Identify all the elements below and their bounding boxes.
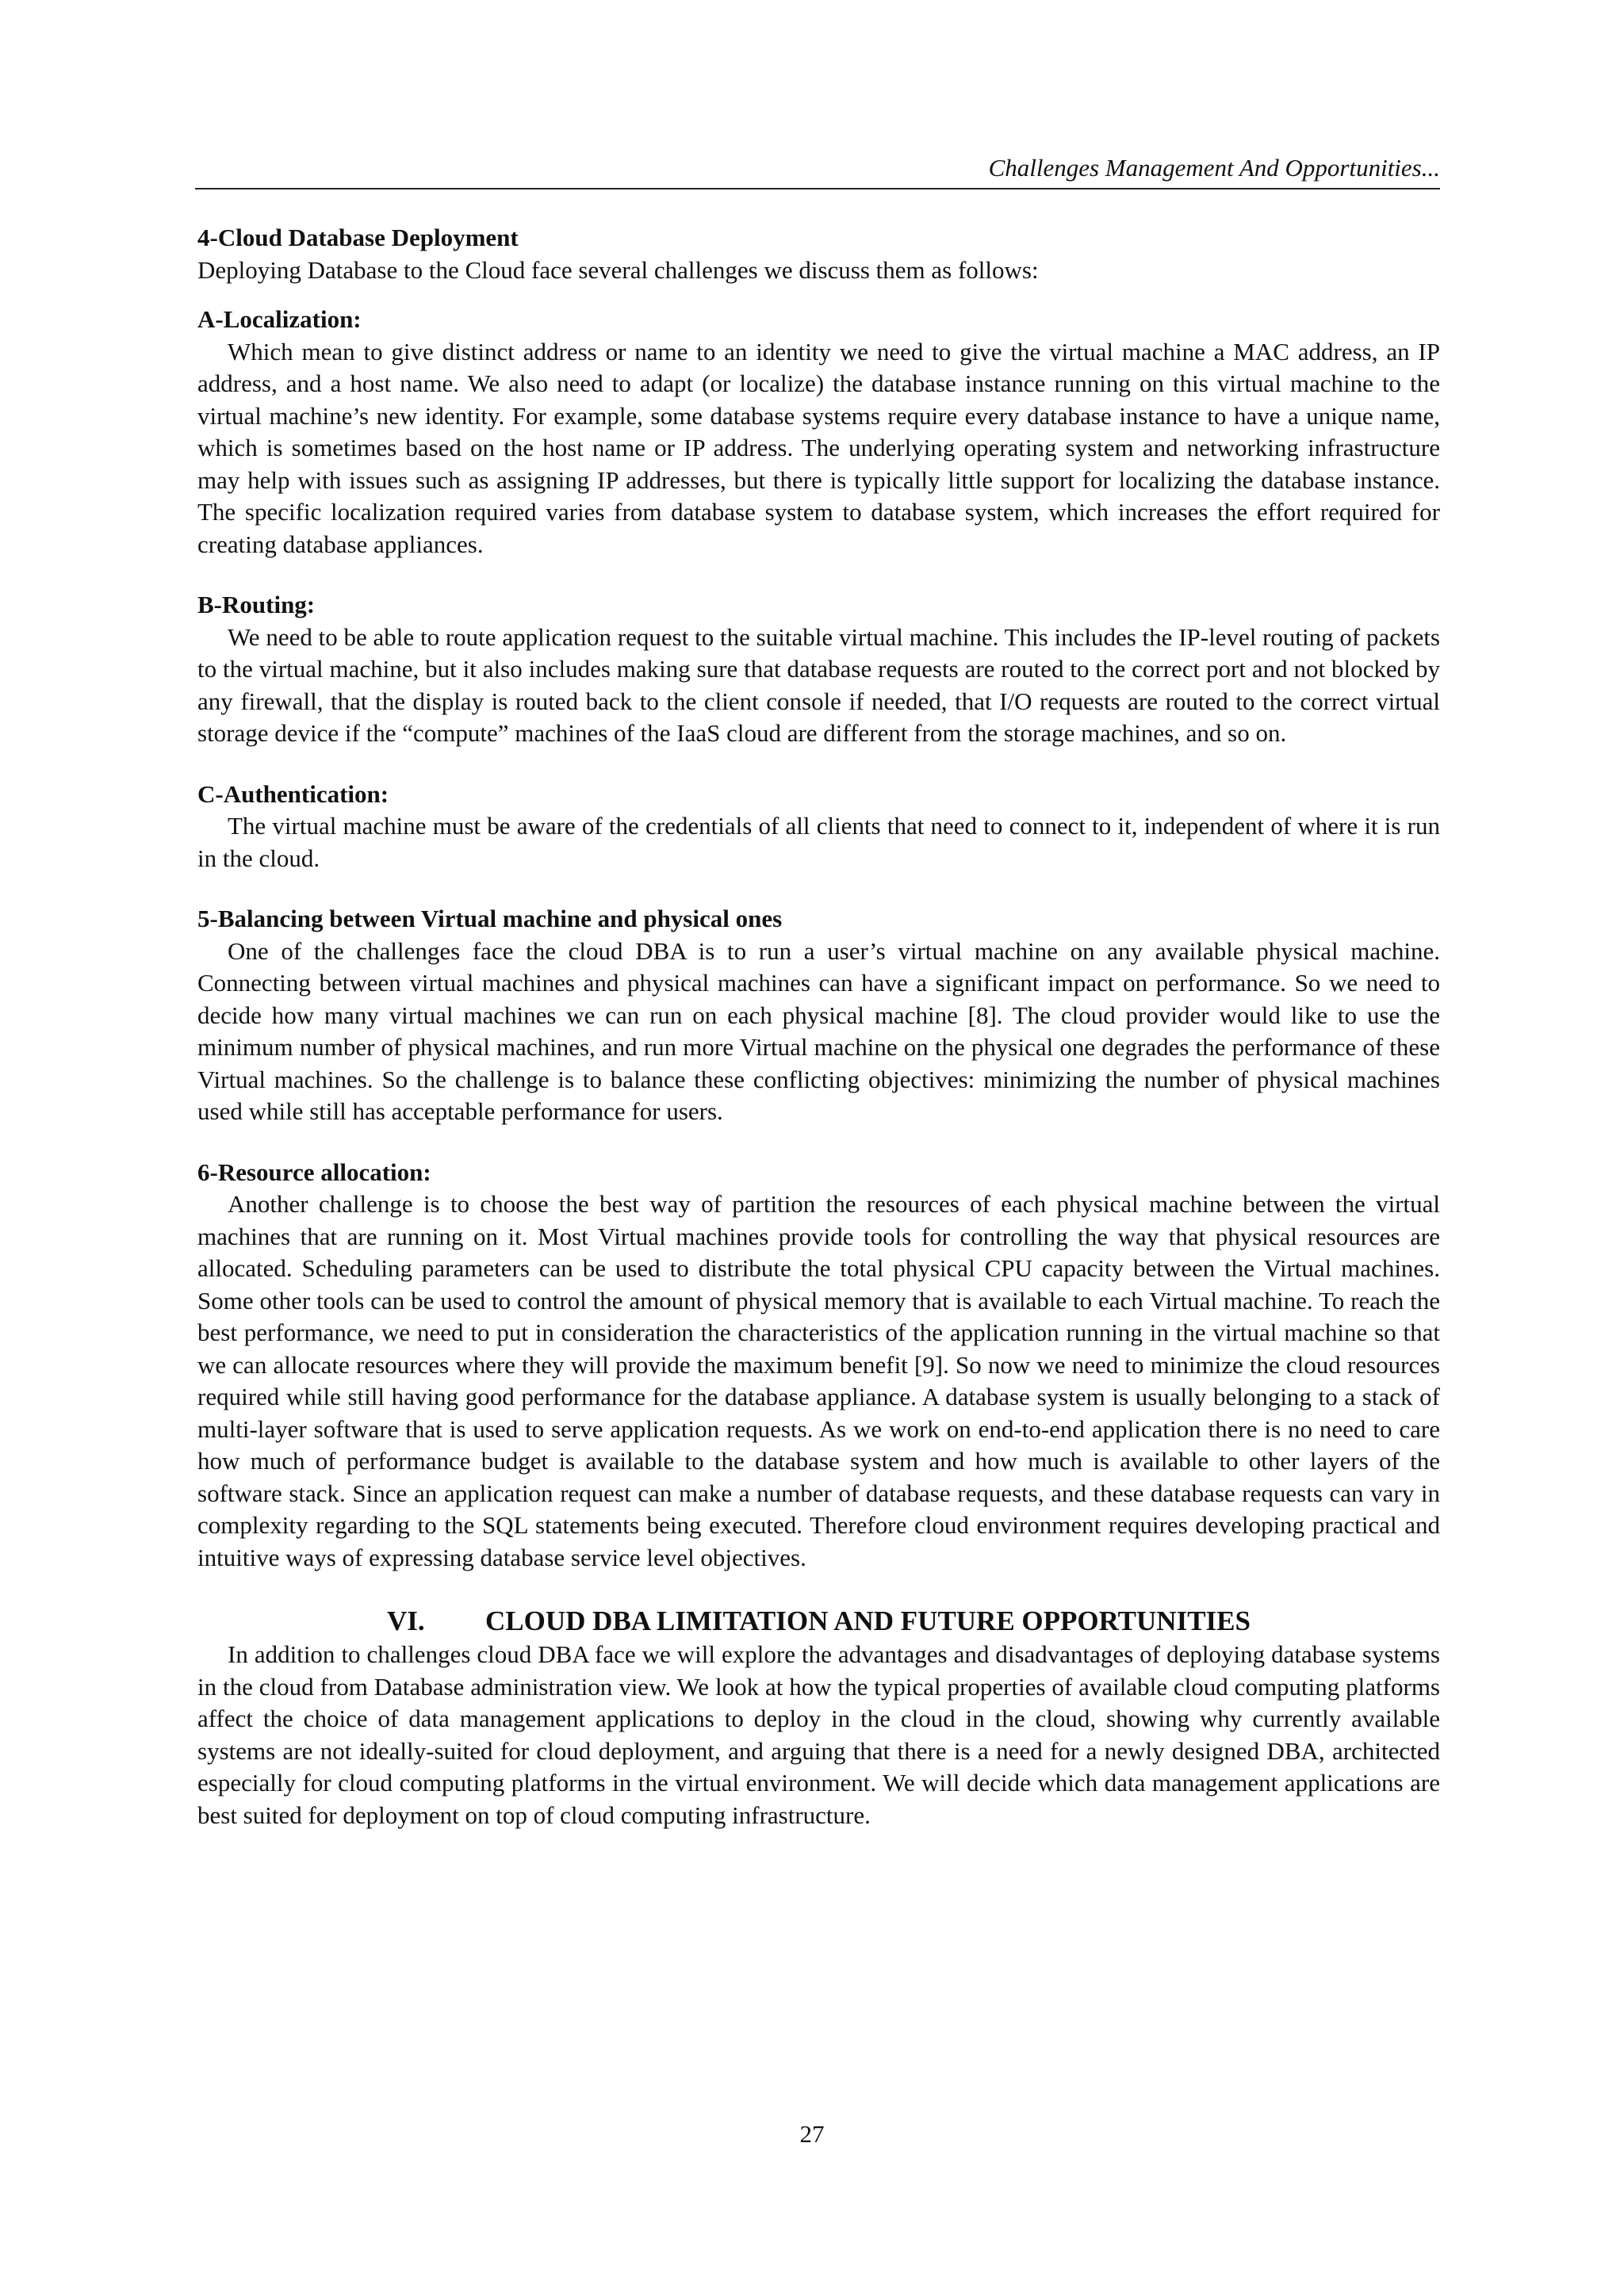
section-vi-number: VI. (387, 1605, 425, 1636)
body-text (197, 222, 1440, 1831)
header-rule (195, 188, 1440, 189)
section-6-paragraph: Another challenge is to choose the best way of partition the resources of each physical machine between the virtual machines that are running on it. Most Virtual machines provide tools for controlling the way that physical resources are allocated. Scheduling parameters can be used to distribute the total physical CPU capacity between the Virtual machines. Some other tools can be used to control the amount of physical memory that is available to each Virtual machine. To reach the best performance, we need to put in consideration the characteristics of the application running in the virtual machine so that we can allocate resources where they will provide the maximum benefit [9]. So now we need to minimize the cloud resources required while still having good performance for the database appliance. A database system is usually belonging to a stack of multi-layer software that is used to serve application requests. As we work on end-to-end application there is no need to care how much of performance budget is available to the database system and how much is available to other layers of the software stack. Since an application request can make a number of database requests, and these database requests can vary in complexity regarding to the SQL statements being executed. Therefore cloud environment requires developing practical and intuitive ways of expressing database service level objectives. (197, 1190, 1440, 1571)
section-b-heading: B-Routing: (197, 591, 316, 618)
section-vi-title (197, 1604, 1440, 1639)
section-5-paragraph: One of the challenges face the cloud DBA is to run a user’s virtual machine on any available physical machine. Connecting between virtual machines and physical machines can have a significant impact on performance. So we need to decide how many virtual machines we can run on each physical machine [8]. The cloud provider would like to use the minimum number of physical machines, and run more Virtual machine on the physical one degrades the performance of these Virtual machines. So the challenge is to balance these conflicting objectives: minimizing the number of physical machines used while still has acceptable performance for users. (197, 936, 1440, 1125)
section-a-paragraph: Which mean to give distinct address or name to an identity we need to give the virtual machine a MAC address, an IP address, and a host name. We also need to adapt (or localize) the database instance running on this virtual machine to the virtual machine’s new identity. For example, some database systems require every database instance to have a unique name, which is sometimes based on the host name or IP address. The underlying operating system and networking infrastructure may help with issues such as assigning IP addresses, but there is typically little support for localizing the database instance. The specific localization required varies from database system to database system, which increases the effort required for creating database appliances. (197, 337, 1440, 558)
running-header: Challenges Management And Opportunities... (988, 154, 1440, 182)
section-5-heading: 5-Balancing between Virtual machine and physical ones (197, 905, 783, 932)
section-vi-title-text: CLOUD DBA LIMITATION AND FUTURE OPPORTUNITIES (485, 1605, 1251, 1636)
section-6-heading: 6-Resource allocation: (197, 1158, 431, 1186)
section-4-heading: 4-Cloud Database Deployment (197, 224, 519, 251)
section-c-heading: C-Authentication: (197, 779, 389, 808)
section-b-paragraph: We need to be able to route application request to the suitable virtual machine. This includes the IP-level routing of packets to the virtual machine, but it also includes making sure that database requests are routed to the correct port and not blocked by any firewall, that the display is routed back to the client console if needed, that I/O requests are routed to the correct virtual storage device if the “compute” machines of the IaaS cloud are different from the storage machines, and so on. (197, 622, 1440, 747)
section-c-paragraph: The virtual machine must be aware of the credentials of all clients that need to connect to it, independent of where it is run in the cloud. (197, 812, 1440, 872)
section-a-heading: A-Localization: (197, 305, 362, 333)
page-number: 27 (799, 2120, 825, 2148)
section-4-intro: Deploying Database to the Cloud face several challenges we discuss them as follows: (197, 255, 1039, 284)
section-vi-paragraph: In addition to challenges cloud DBA face we will explore the advantages and disadvantages of deploying database systems in the cloud from Database administration view. We look at how the typical properties of available cloud computing platforms affect the choice of data management applications to deploy in the cloud in the cloud, showing why currently available systems are not ideally-suited for cloud deployment, and arguing that there is a need for a newly designed DBA, architected especially for cloud computing platforms in the virtual environment. We will decide which data management applications are best suited for deployment on top of cloud computing infrastructure. (197, 1640, 1440, 1829)
